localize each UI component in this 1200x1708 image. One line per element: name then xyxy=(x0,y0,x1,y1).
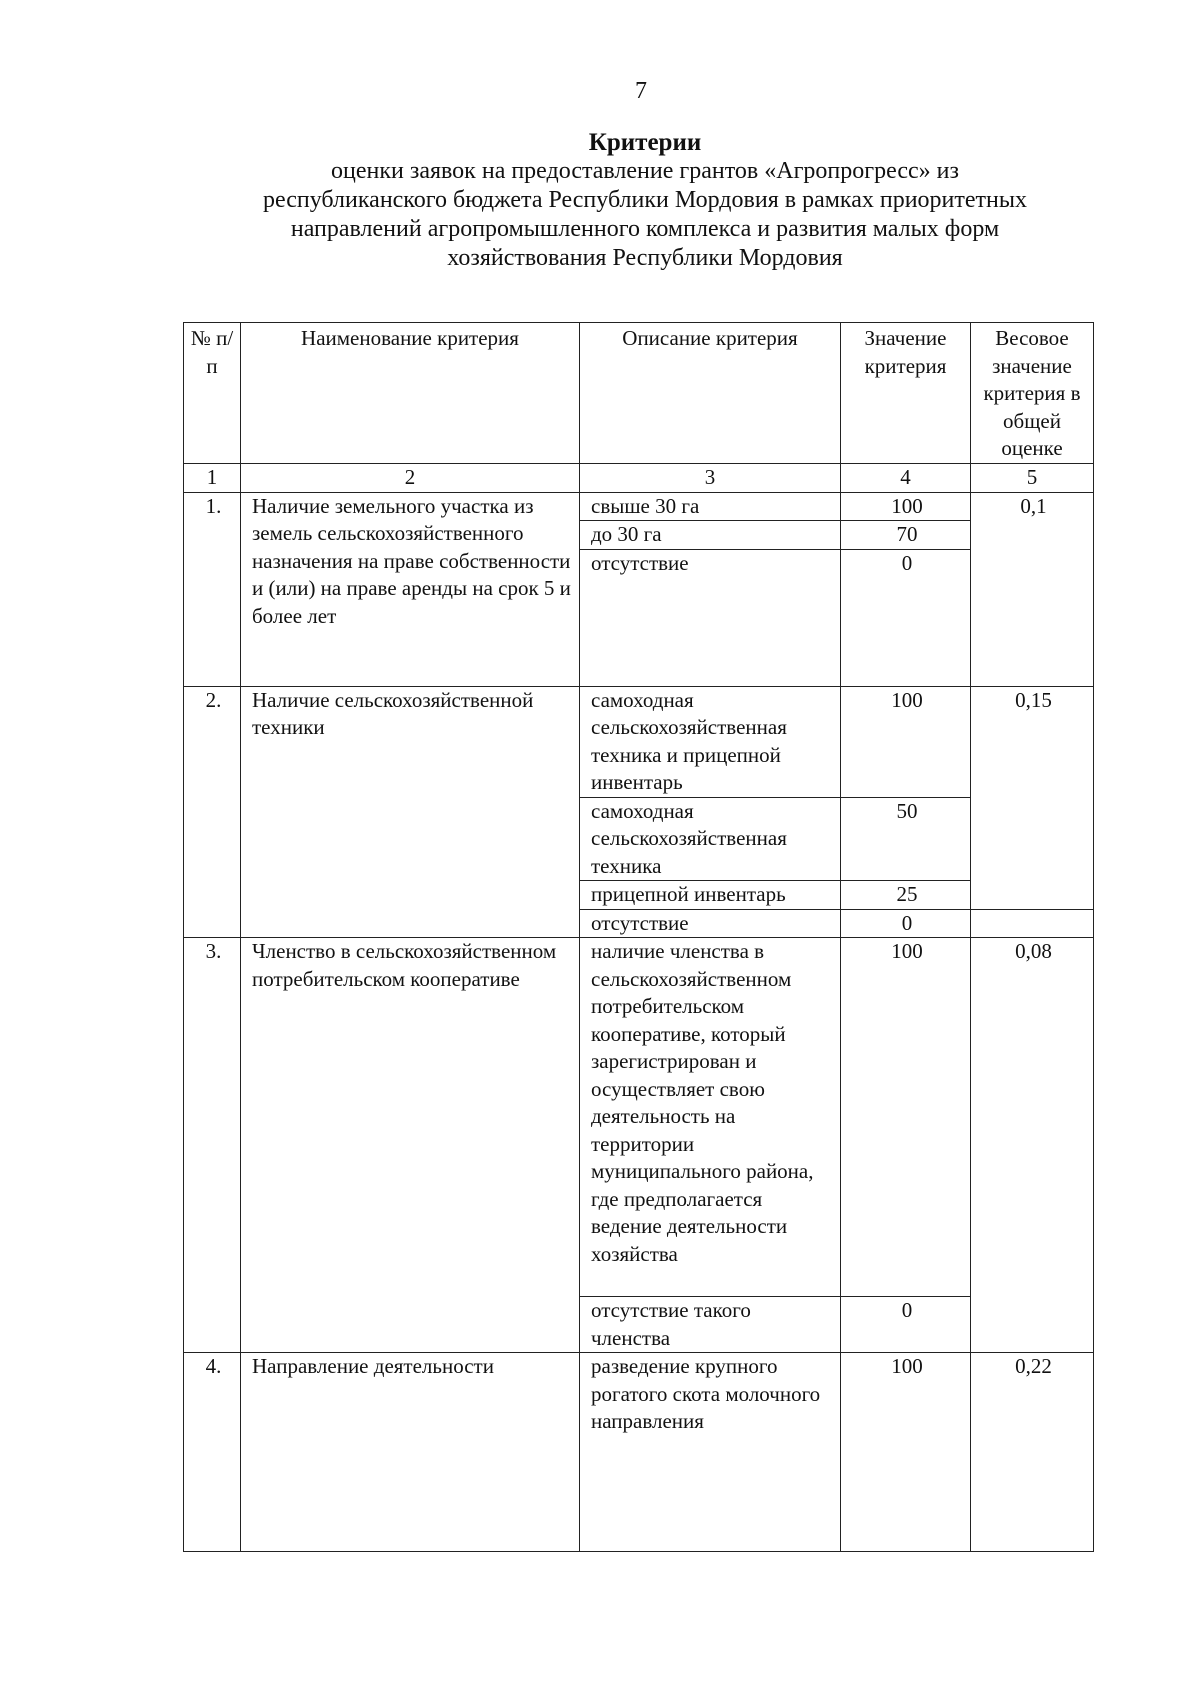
criterion-option-value: 100 xyxy=(841,1353,971,1552)
criterion-name: Направление деятельности xyxy=(241,1353,580,1552)
table-row xyxy=(184,938,1094,1297)
criterion-option-value: 0 xyxy=(841,1297,971,1353)
criterion-option-description: отсутствие такого членства xyxy=(580,1297,841,1353)
table-row xyxy=(184,492,1094,521)
criterion-number: 1. xyxy=(184,492,241,686)
column-index: 4 xyxy=(841,464,971,493)
column-index: 1 xyxy=(184,464,241,493)
criterion-option-description: наличие членства в сельскохозяйственном потребительском кооперативе, который зарегистрирован и осуществляет свою деятельность на территории муниципального района, где предполагается ведение деятельности хозяйства xyxy=(580,938,841,1297)
criterion-name: Наличие сельскохозяйственной техники xyxy=(241,686,580,938)
criterion-option-value: 100 xyxy=(841,686,971,797)
subtitle-line: хозяйствования Республики Мордовия xyxy=(447,245,843,271)
criterion-name: Членство в сельскохозяйственном потребительском кооперативе xyxy=(241,938,580,1353)
criterion-option-value: 70 xyxy=(841,521,971,550)
criterion-option-description: самоходная сельскохозяйственная техника xyxy=(580,797,841,881)
criteria-table xyxy=(183,322,1094,1552)
criterion-option-description: до 30 га xyxy=(580,521,841,550)
subtitle-line: направлений агропромышленного комплекса и развития малых форм xyxy=(290,216,1000,242)
criterion-number: 2. xyxy=(184,686,241,938)
header-weight: Весовое значение критерия в общей оценке xyxy=(971,323,1094,464)
criterion-option-description: самоходная сельскохозяйственная техника и прицепной инвентарь xyxy=(580,686,841,797)
criterion-weight: 0,15 xyxy=(971,686,1094,909)
criterion-option-description: свыше 30 га xyxy=(580,492,841,521)
criterion-option-value: 25 xyxy=(841,881,971,910)
criterion-name: Наличие земельного участка из земель сельскохозяйственного назначения на праве собственности и (или) на праве аренды на срок 5 и более лет xyxy=(241,492,580,686)
criterion-option-value: 50 xyxy=(841,797,971,881)
criterion-option-value: 100 xyxy=(841,492,971,521)
column-index: 2 xyxy=(241,464,580,493)
criterion-option-value: 0 xyxy=(841,909,971,938)
criterion-number: 3. xyxy=(184,938,241,1353)
criterion-weight: 0,1 xyxy=(971,492,1094,686)
page-number: 7 xyxy=(635,78,647,104)
criterion-number: 4. xyxy=(184,1353,241,1552)
criterion-option-value: 100 xyxy=(841,938,971,1297)
header-description: Описание критерия xyxy=(580,323,841,464)
subtitle-line: оценки заявок на предоставление грантов «Агропрогресс» из xyxy=(331,158,959,184)
document-heading xyxy=(170,128,1120,273)
header-value: Значение критерия xyxy=(841,323,971,464)
document-title: Критерии xyxy=(588,129,702,156)
criterion-weight: 0,08 xyxy=(971,938,1094,1353)
criterion-option-value: 0 xyxy=(841,549,971,686)
criterion-option-description: разведение крупного рогатого скота молочного направления xyxy=(580,1353,841,1552)
empty-weight-cell xyxy=(971,909,1094,938)
table-header-row xyxy=(184,323,1094,464)
subtitle-line: республиканского бюджета Республики Мордовия в рамках приоритетных xyxy=(263,187,1027,213)
table-row xyxy=(184,1353,1094,1552)
criterion-weight: 0,22 xyxy=(971,1353,1094,1552)
column-index-row xyxy=(184,464,1094,493)
column-index: 3 xyxy=(580,464,841,493)
criterion-option-description: отсутствие xyxy=(580,549,841,686)
header-name: Наименование критерия xyxy=(241,323,580,464)
header-num: № п/п xyxy=(184,323,241,464)
column-index: 5 xyxy=(971,464,1094,493)
criterion-option-description: прицепной инвентарь xyxy=(580,881,841,910)
criterion-option-description: отсутствие xyxy=(580,909,841,938)
table-row xyxy=(184,686,1094,797)
